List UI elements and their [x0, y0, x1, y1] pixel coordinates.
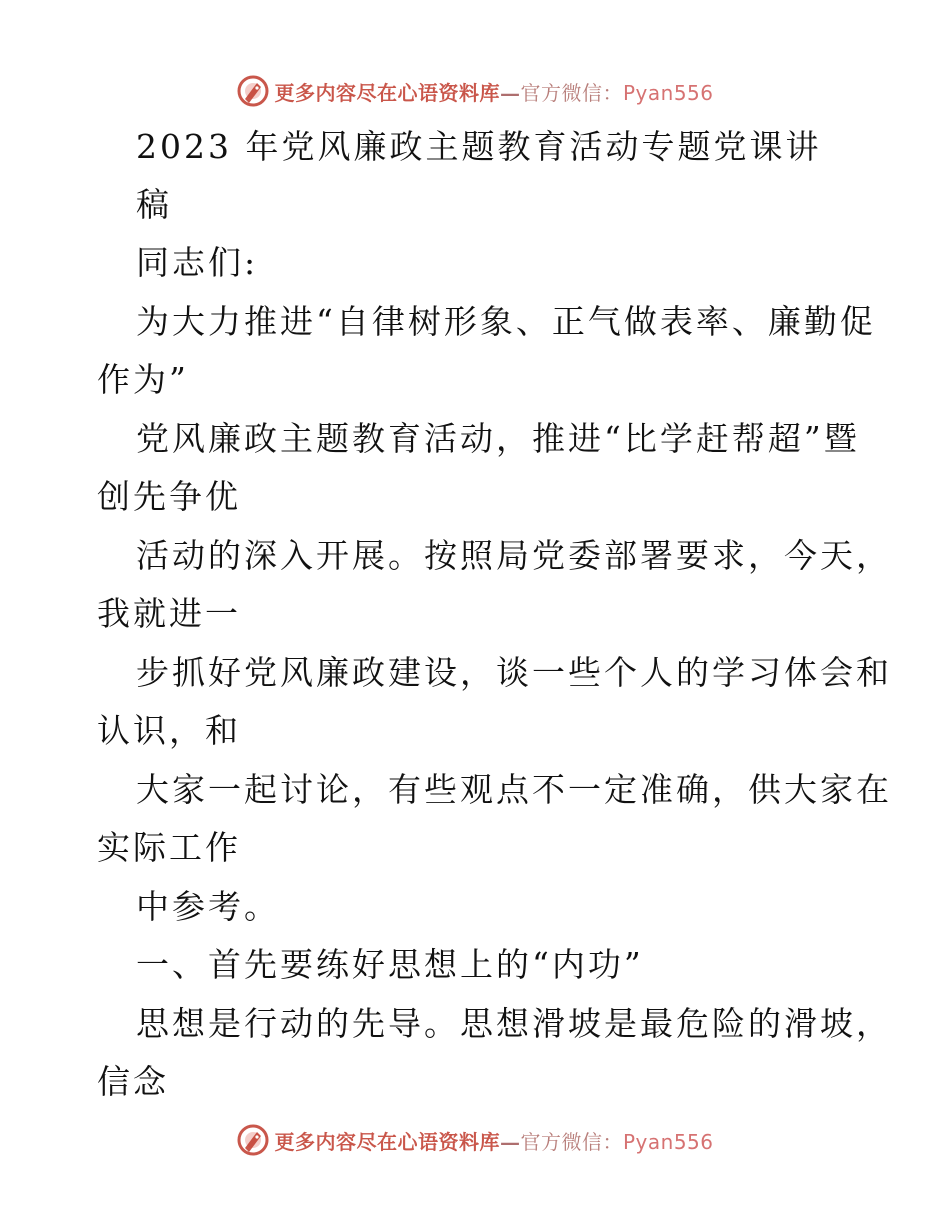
watermark-dash: —	[499, 80, 521, 105]
paragraph-line: 党风廉政主题教育活动，推进“比学赶帮超”暨	[136, 419, 860, 458]
document-title-line-1: 2023 年党风廉政主题教育活动专题党课讲	[136, 127, 822, 166]
watermark-account-id: Pyan556	[622, 80, 714, 105]
paragraph-line: 实际工作	[97, 828, 241, 867]
watermark-main-text: 更多内容尽在心语资料库	[274, 1129, 500, 1154]
paragraph-line: 步抓好党风廉政建设，谈一些个人的学习体会和	[136, 653, 892, 692]
paragraph-line: 创先争优	[97, 477, 241, 516]
section-heading: 一、首先要练好思想上的“内功”	[136, 945, 644, 984]
watermark-dash: —	[499, 1129, 521, 1154]
watermark-account-id: Pyan556	[622, 1129, 714, 1154]
paragraph-line: 中参考。	[136, 887, 280, 926]
paragraph-line: 作为”	[97, 360, 189, 399]
paragraph-line: 大家一起讨论，有些观点不一定准确，供大家在	[136, 770, 892, 809]
watermark-banner-bottom	[0, 1120, 950, 1160]
paragraph-line: 信念	[97, 1062, 169, 1101]
watermark-official-label: 官方微信：	[520, 80, 623, 105]
paragraph-line: 我就进一	[97, 594, 241, 633]
pen-nib-circle-icon	[236, 74, 270, 108]
paragraph-line: 活动的深入开展。按照局党委部署要求，今天，	[136, 536, 892, 575]
paragraph-line: 认识，和	[97, 711, 241, 750]
watermark-main-text: 更多内容尽在心语资料库	[274, 80, 500, 105]
salutation: 同志们:	[136, 243, 259, 282]
pen-nib-circle-icon	[236, 1123, 270, 1157]
document-title-line-2: 稿	[136, 185, 172, 224]
watermark-official-label: 官方微信：	[520, 1129, 623, 1154]
paragraph-line: 思想是行动的先导。思想滑坡是最危险的滑坡，	[136, 1004, 892, 1043]
watermark-banner-top	[0, 71, 950, 111]
paragraph-line: 为大力推进“自律树形象、正气做表率、廉勤促	[136, 302, 876, 341]
